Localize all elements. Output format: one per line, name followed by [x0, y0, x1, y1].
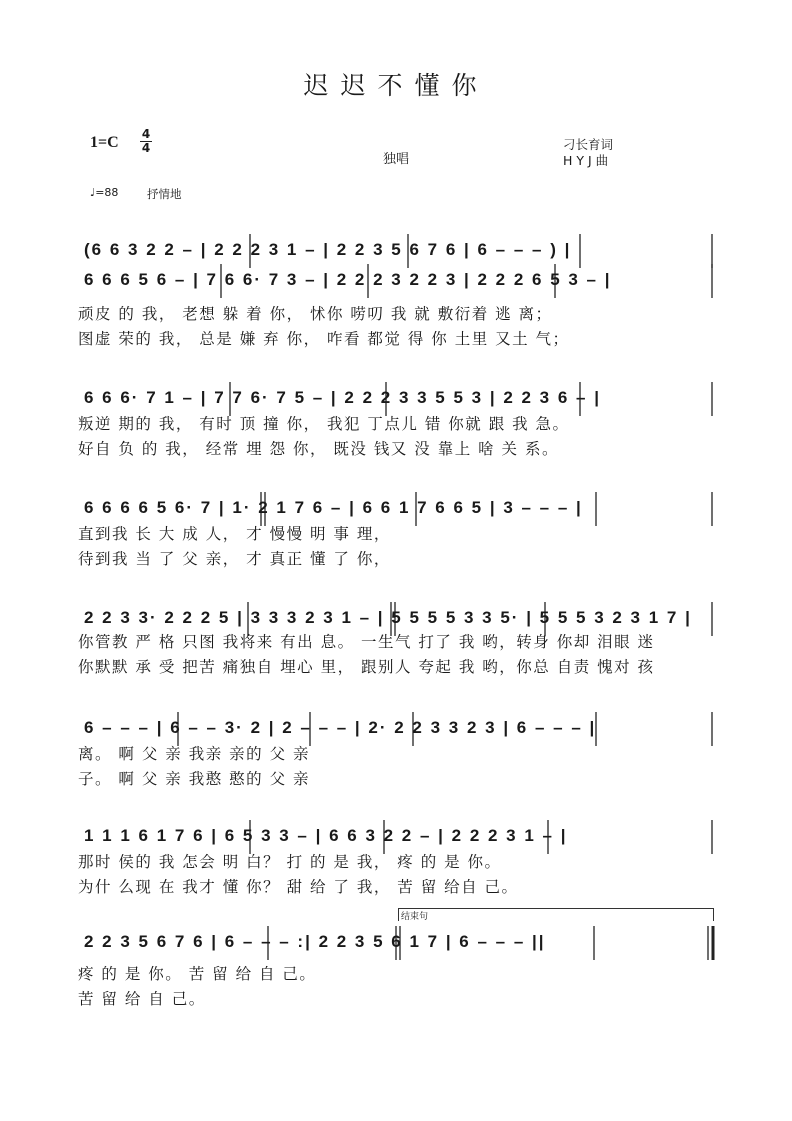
lyric-line-6a: 离。 啊 父 亲 我亲 亲的 父 亲 — [78, 745, 310, 763]
lyric-line-2b: 图虚 荣的 我， 总是 嫌 弃 你， 咋看 都觉 得 你 土里 又土 气； — [78, 330, 570, 348]
performance-type: 独唱 — [383, 152, 410, 167]
notation-text: 2 2 3 3· 2 2 2 5 | 3 3 3 2 3 1 – | 5 5 5 5 3 3 5· | 5 5 5 3 2 3 1 7 | — [84, 608, 692, 627]
key-signature: 1=C — [90, 134, 119, 151]
lyric-line-7b: 为什 么现 在 我才 懂 你？ 甜 给 了 我， 苦 留 给自 己。 — [78, 878, 519, 896]
composer-credit: H Y J 曲 — [563, 153, 609, 168]
expression-marking: 抒情地 — [147, 187, 182, 201]
tempo-marking: ♩=88 — [90, 186, 119, 199]
notation-text: 6 – – – | 6 – – 3· 2 | 2 – – – | 2· 2 2 3 3 2 3 | 6 – – – | — [84, 718, 597, 737]
credits — [563, 137, 613, 169]
lyric-line-4a: 直到我 长 大 成 人， 才 慢慢 明 事 理， — [78, 525, 391, 543]
ending-label: 结束句 — [401, 912, 429, 922]
lyric-line-5a: 你管教 严 格 只图 我将来 有出 息。 一生气 打了 我 哟，转身 你却 泪眼 迷 — [78, 633, 655, 651]
lyric-line-3b: 好自 负 的 我， 经常 埋 怨 你， 既没 钱又 没 靠上 啥 关 系。 — [78, 440, 559, 458]
lyric-line-3a: 叛逆 期的 我， 有时 顶 撞 你， 我犯 丁点儿 错 你就 跟 我 急。 — [78, 415, 570, 433]
notation-text: 1 1 1 6 1 7 6 | 6 5 3 3 – | 6 6 3 2 2 – | 2 2 2 3 1 – | — [84, 826, 568, 845]
lyric-line-8b: 苦 留 给 自 己。 — [78, 990, 206, 1008]
notation-text: 6 6 6 5 6 – | 7 6 6· 7 3 – | 2 2 2 3 2 2 3 | 2 2 2 6 5 3 – | — [84, 270, 612, 289]
time-signature — [140, 128, 152, 155]
lyric-line-7a: 那时 侯的 我 怎会 明 白？ 打 的 是 我， 疼 的 是 你。 — [78, 853, 502, 871]
notation-text: (6 6 3 2 2 – | 2 2 2 3 1 – | 2 2 3 5 6 7 6 | 6 – – – ) | — [84, 240, 572, 259]
song-title: 迟迟不懂你 — [303, 71, 489, 100]
lyricist-credit: 刁长育词 — [563, 137, 614, 152]
lyric-line-2a: 顽皮 的 我， 老想 躲 着 你， 怵你 唠叨 我 就 敷衍着 逃 离； — [78, 305, 553, 323]
notation-text: 2 2 3 5 6 7 6 | 6 – – – :| 2 2 3 5 6 1 7 | 6 – – – || — [84, 932, 546, 951]
lyric-line-6b: 子。 啊 父 亲 我憨 憨的 父 亲 — [78, 770, 310, 788]
notation-text: 6 6 6 6 5 6· 7 | 1· 2 1 7 6 – | 6 6 1 7 6 6 5 | 3 – – – | — [84, 498, 583, 517]
notation-line-8 — [78, 920, 718, 964]
time-signature-top: 4 — [141, 127, 151, 141]
notation-text: 6 6 6· 7 1 – | 7 7 6· 7 5 – | 2 2 2 3 3 5 5 3 | 2 2 3 6 – | — [84, 388, 601, 407]
notation-line-2 — [78, 258, 718, 302]
lyric-line-8a: 疼 的 是 你。 苦 留 给 自 己。 — [78, 965, 317, 983]
lyric-line-5b: 你默默 承 受 把苦 痛独自 埋心 里， 跟别人 夸起 我 哟，你总 自责 愧对 孩 — [78, 658, 655, 676]
time-signature-bottom: 4 — [141, 141, 151, 155]
lyric-line-4b: 待到我 当 了 父 亲， 才 真正 懂 了 你， — [78, 550, 391, 568]
